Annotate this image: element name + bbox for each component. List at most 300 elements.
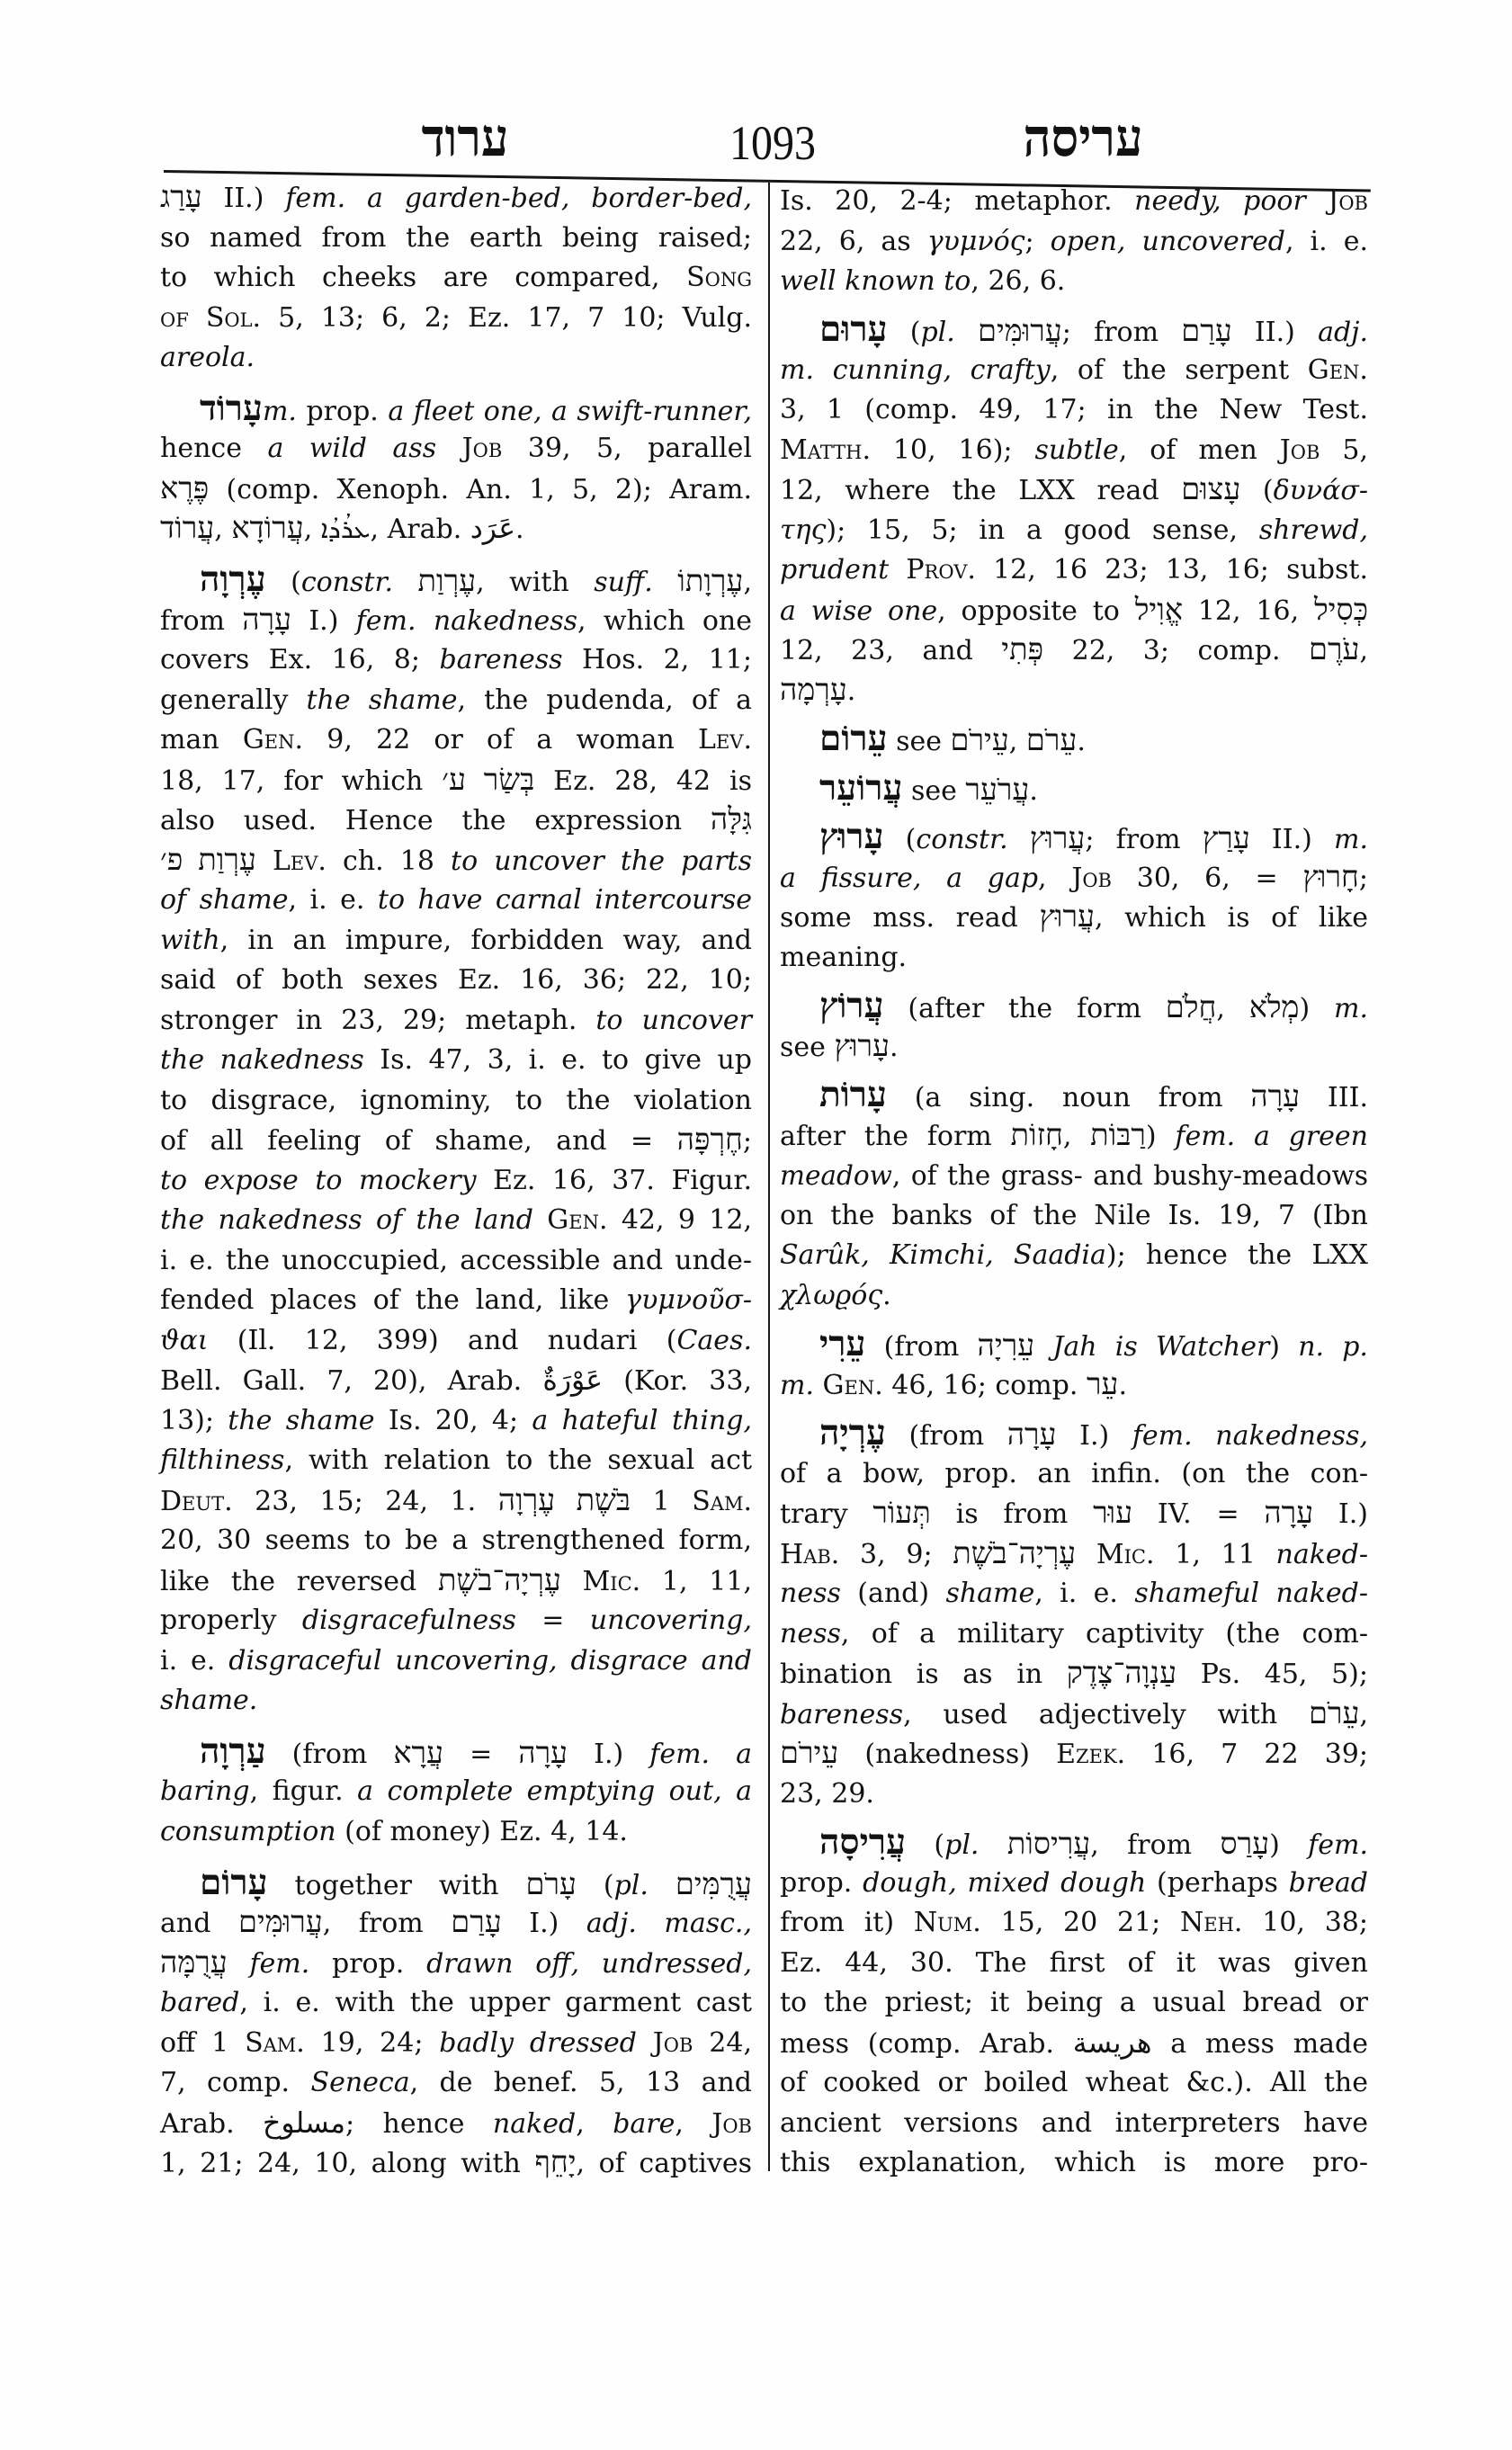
text-run: (Kor. 33,	[603, 1365, 752, 1397]
text-run	[955, 317, 978, 348]
text-line	[780, 1903, 1368, 1944]
entry-first-line	[160, 1864, 752, 1907]
text-line	[780, 1116, 1368, 1158]
italic-text-run: bared	[160, 1987, 240, 2018]
text-line	[780, 1365, 1368, 1407]
text-run: 23, 29.	[780, 1777, 874, 1810]
text-run: i. e. the unoccupied, accessible and unde-	[160, 1244, 752, 1276]
text-line	[160, 921, 752, 961]
book-abbreviation: Job	[461, 433, 503, 465]
hebrew-word: בֹּשֶׁת עֶרְוָה	[497, 1483, 631, 1517]
text-line	[780, 1236, 1368, 1276]
text-run: , which is of like	[1095, 902, 1368, 934]
text-run	[1034, 1331, 1052, 1363]
text-run: )	[1145, 1120, 1176, 1152]
book-abbreviation: Ezek.	[1056, 1739, 1126, 1771]
italic-text-run: with	[160, 924, 220, 956]
text-run: some mss. read	[780, 902, 1040, 934]
text-run: fended places of the land, like	[160, 1284, 626, 1316]
text-run: 13);	[160, 1404, 228, 1436]
hebrew-word: כְּסִיל	[1313, 593, 1368, 627]
hebrew-word: חָרוּץ	[1302, 860, 1359, 894]
text-line	[160, 1521, 752, 1561]
hebrew-word: עֶרְיָה־בֹשֶׁת	[437, 1563, 561, 1597]
text-run: hence	[160, 433, 268, 465]
text-run: of cooked or boiled wheat &c.). All the	[780, 2067, 1368, 2098]
italic-text-run: constr.	[300, 567, 394, 598]
text-run: 7, comp.	[160, 2067, 311, 2098]
italic-text-run: a hateful thing,	[532, 1404, 752, 1436]
italic-text-run: baring	[160, 1775, 250, 1808]
text-run: 5,	[1320, 434, 1368, 466]
book-abbreviation: Hab.	[780, 1538, 840, 1570]
italic-text-run: Seneca	[310, 2067, 410, 2098]
text-run: this explanation, which is more pro-	[780, 2147, 1368, 2178]
text-run: 12, 16 23; 13, 16; subst.	[975, 554, 1368, 586]
text-line	[780, 1983, 1368, 2024]
syriac-word: ܥܪܳܕܳܐ	[320, 514, 371, 545]
text-run: meaning.	[780, 941, 908, 973]
hebrew-word: עֲרוֹדָא	[231, 512, 304, 546]
text-line	[160, 1601, 752, 1641]
text-run: see	[780, 1031, 835, 1063]
italic-text-run: well known to	[780, 265, 971, 297]
entry-headword: עַרְוָה	[200, 1731, 266, 1771]
entry-first-line	[780, 310, 1368, 353]
text-run	[637, 2027, 653, 2059]
text-run: , i. e.	[1034, 1578, 1135, 1610]
italic-text-run: naked-	[1275, 1538, 1368, 1570]
book-abbreviation: Job	[652, 2026, 693, 2059]
hebrew-word: עֲרוּץ	[1039, 900, 1096, 934]
text-line	[780, 222, 1368, 263]
book-abbreviation: Job	[1279, 434, 1320, 466]
text-run: ; from	[1085, 824, 1203, 856]
text-run: , which one	[577, 604, 752, 637]
text-line	[160, 640, 752, 681]
text-run: Hos. 2, 11;	[562, 644, 752, 675]
hebrew-word: עֹרֶם	[1309, 633, 1360, 667]
right-guide-word: עריסה	[1023, 109, 1143, 168]
text-run: ;	[1024, 225, 1051, 257]
hebrew-word: עֲרִיסוֹת	[1007, 1828, 1091, 1861]
text-run: , used adjectively with	[903, 1698, 1309, 1730]
text-line	[780, 262, 1368, 302]
italic-text-run: open, uncovered	[1050, 225, 1285, 257]
text-line	[780, 898, 1368, 939]
text-run: see	[902, 774, 966, 807]
text-run: I.)	[501, 1908, 586, 1939]
hebrew-word: עֲרֻמִּים	[675, 1867, 752, 1901]
text-run: .	[514, 514, 524, 546]
book-abbreviation: Neh.	[1180, 1907, 1243, 1938]
text-run: 1, 11,	[640, 1565, 752, 1597]
text-run: to the priest; it being a usual bread or	[780, 1987, 1368, 2018]
entry-headword: עָרוֹד	[200, 389, 263, 428]
italic-text-run: m.	[262, 395, 297, 427]
text-run: , from	[322, 1908, 452, 1939]
text-run: 1, 11	[1154, 1538, 1276, 1570]
italic-text-run: fem.	[249, 1947, 310, 1980]
text-run: (after the form	[883, 993, 1166, 1025]
text-run: , with relation to the sexual act	[284, 1444, 752, 1476]
text-line	[160, 1081, 752, 1122]
greek-word: γυμνοῦσ-	[625, 1284, 752, 1316]
hebrew-word: עֲרוּץ	[1029, 822, 1086, 856]
book-abbreviation: Song	[686, 262, 752, 293]
text-run: , figur.	[249, 1775, 358, 1808]
text-run: prop.	[309, 1947, 427, 1980]
greek-word: ϑαι	[160, 1324, 209, 1356]
text-line	[160, 1361, 752, 1402]
text-run: 9, 22 or of a woman	[303, 724, 699, 756]
italic-text-run: n. p.	[1298, 1331, 1368, 1364]
book-abbreviation: Gen.	[1307, 353, 1368, 386]
entry-first-line	[160, 560, 752, 604]
text-line	[160, 601, 752, 642]
hebrew-word: עֲרוּמִּים	[237, 1906, 323, 1939]
italic-text-run: naked	[492, 2107, 577, 2140]
book-abbreviation: Sam.	[692, 1485, 752, 1517]
text-run: 12, where the LXX read	[780, 475, 1182, 507]
hebrew-word: רַבּוֹת	[1090, 1118, 1146, 1152]
book-abbreviation: Lev.	[272, 845, 327, 877]
text-line	[780, 630, 1368, 672]
text-run: , with	[476, 567, 595, 598]
entry-first-line	[160, 1732, 752, 1775]
text-run	[653, 567, 677, 598]
italic-text-run: a wise one	[780, 595, 938, 627]
italic-text-run: prudent	[780, 554, 890, 586]
italic-text-run: bare	[613, 2107, 675, 2140]
arabic-word: عَوْرَةٌ	[542, 1364, 604, 1397]
hebrew-word: עֲרוּמִּים	[978, 315, 1062, 349]
text-run: 20, 30 seems to be a strengthened form,	[160, 1525, 752, 1556]
hebrew-word: עָרַם	[1181, 315, 1232, 349]
italic-text-run: filthiness	[160, 1444, 285, 1476]
italic-text-run: a fissure, a gap	[780, 862, 1039, 894]
text-run	[533, 1204, 547, 1236]
text-run: ,	[576, 2107, 613, 2140]
text-line	[780, 431, 1368, 471]
book-abbreviation: Job	[1071, 862, 1112, 894]
book-abbreviation: Deut.	[160, 1485, 233, 1517]
text-run: Ez. 28, 42 is	[534, 765, 753, 797]
text-line	[160, 720, 752, 761]
entry-headword: עֵרִי	[819, 1325, 866, 1364]
text-line	[780, 1574, 1368, 1614]
book-abbreviation: Prov.	[906, 554, 976, 586]
hebrew-word: עָרָה	[1264, 1497, 1314, 1531]
text-run: (of money) Ez. 4, 14.	[336, 1815, 628, 1847]
text-run: , from	[1090, 1829, 1221, 1861]
italic-text-run: a complete emptying out, a	[357, 1775, 753, 1808]
text-run: on the banks of the Nile Is. 19, 7 (Ibn	[780, 1199, 1368, 1231]
text-line	[780, 1027, 1368, 1069]
italic-text-run: m.	[1334, 993, 1368, 1025]
entry-first-line	[780, 1325, 1368, 1368]
text-run: man	[160, 724, 243, 756]
text-line	[160, 469, 752, 511]
text-line	[780, 2063, 1368, 2104]
book-abbreviation: Mic.	[1096, 1538, 1155, 1570]
text-run: 30, 6, =	[1112, 862, 1303, 894]
text-run: Is. 20, 4;	[374, 1404, 532, 1436]
text-run: (	[576, 1869, 614, 1901]
text-run: ,	[743, 567, 752, 598]
hebrew-word: עֵרֹם	[1309, 1696, 1360, 1730]
text-line	[780, 470, 1368, 512]
text-run: ); hence the LXX	[1105, 1239, 1368, 1272]
text-run: to which cheeks are compared,	[160, 262, 687, 293]
italic-text-run: pl.	[944, 1829, 980, 1861]
text-run: ,	[1359, 1698, 1368, 1730]
text-run: (perhaps	[1146, 1866, 1289, 1899]
hebrew-word: עֶרְוַת פ׳	[160, 843, 256, 877]
text-run: .	[1029, 774, 1038, 807]
text-run: 15, 20 21;	[980, 1907, 1181, 1938]
greek-word: δυνάσ-	[1273, 475, 1368, 507]
italic-text-run: fem. nakedness,	[1132, 1420, 1369, 1453]
arabic-word: مسلوخ	[263, 2106, 346, 2140]
text-run: a mess made	[1151, 2027, 1368, 2060]
hebrew-word: מְלֹא	[1248, 991, 1300, 1025]
entry-first-line	[780, 720, 1368, 763]
text-run: i. e.	[160, 1644, 229, 1677]
hebrew-word: עָרוּץ	[834, 1029, 890, 1063]
hebrew-word: עָרָה	[518, 1736, 568, 1770]
italic-text-run: ness	[780, 1617, 841, 1650]
greek-word: χλωϱός	[780, 1279, 883, 1311]
italic-text-run: adj. masc.,	[586, 1908, 752, 1939]
text-line	[780, 938, 1368, 979]
entry-headword: עֵרוֹם	[819, 720, 888, 759]
italic-text-run: to uncover the parts	[451, 845, 752, 877]
text-run: of a bow, prop. an infin. (on the con-	[780, 1457, 1368, 1489]
entry-first-line	[160, 389, 752, 433]
hebrew-word: אֱוִיל	[1134, 593, 1183, 627]
text-run: , i. e.	[1285, 225, 1368, 257]
hebrew-word: עֲרוֹד	[160, 512, 215, 546]
text-line	[780, 1694, 1368, 1736]
entry-first-line	[780, 1076, 1368, 1119]
hebrew-word: עַנְוָה־צֶדֶק	[1066, 1657, 1177, 1691]
text-line	[160, 1401, 752, 1442]
text-line	[160, 1772, 752, 1812]
text-run: Ez. 44, 30. The first of it was given	[780, 1946, 1368, 1979]
hebrew-word: בְּשַׂר ע׳	[442, 763, 535, 797]
text-run	[814, 1370, 823, 1401]
text-run: 23, 15; 24, 1.	[232, 1485, 498, 1517]
italic-text-run: the shame	[306, 684, 458, 716]
italic-text-run: the shame	[228, 1404, 375, 1436]
text-run: (comp. Xenoph. An. 1, 5, 2); Aram.	[209, 473, 752, 505]
text-run: generally	[160, 684, 307, 716]
text-run: trary	[780, 1498, 873, 1531]
text-line	[160, 1812, 752, 1853]
italic-text-run: adj.	[1318, 317, 1369, 349]
hebrew-word: עֶרְוַת	[417, 565, 477, 598]
text-line	[160, 338, 752, 379]
text-run: 24,	[693, 2026, 752, 2059]
text-run: (and)	[840, 1578, 946, 1610]
hebrew-word: חָזוֹת	[1010, 1118, 1063, 1152]
text-run: , in an impure, forbidden way, and	[219, 924, 752, 956]
hebrew-word: עָרְמָה	[780, 673, 847, 707]
text-run: (	[883, 824, 917, 856]
hebrew-word: עָרָה	[242, 603, 292, 637]
text-line	[160, 2104, 752, 2145]
italic-text-run: shrewd,	[1258, 514, 1368, 546]
text-line	[160, 761, 752, 802]
text-run: like the reversed	[160, 1565, 438, 1597]
text-run: (Il. 12, 399) and nudari (	[208, 1324, 677, 1356]
text-run: (	[265, 567, 301, 598]
italic-text-run: m.	[780, 1369, 814, 1401]
text-run	[393, 567, 417, 598]
italic-text-run: to uncover	[595, 1004, 752, 1036]
text-line	[160, 1641, 752, 1682]
text-line	[160, 881, 752, 921]
text-run: so named from the earth being raised;	[160, 221, 752, 254]
text-run: (a sing. noun from	[887, 1082, 1251, 1114]
text-line	[160, 961, 752, 1001]
text-run: , of the grass- and bushy-meadows	[891, 1160, 1368, 1192]
text-run: and	[160, 1908, 238, 1939]
text-run: Is. 20, 2-4; metaphor.	[780, 185, 1135, 217]
text-run: I.)	[291, 604, 356, 637]
hebrew-word: עָרָה	[1007, 1418, 1057, 1453]
text-line	[160, 681, 752, 721]
italic-text-run: a fleet one, a swift-runner,	[388, 395, 752, 427]
italic-text-run: a wild ass	[267, 433, 437, 465]
text-run: , opposite to	[937, 595, 1135, 627]
text-line	[160, 2024, 752, 2064]
text-run: 3, 9;	[839, 1538, 953, 1570]
hebrew-word: תְּעוֹר	[872, 1497, 931, 1531]
text-run: ch. 18	[326, 845, 452, 877]
text-line	[160, 1903, 752, 1945]
italic-text-run: the nakedness	[160, 1044, 364, 1076]
text-run: ; hence	[345, 2107, 493, 2140]
entry-first-line	[780, 1823, 1368, 1866]
italic-text-run: ness	[780, 1578, 841, 1610]
text-line	[780, 1196, 1368, 1237]
text-line	[780, 1534, 1368, 1576]
text-run: stronger in 23, 29; metaph.	[160, 1004, 596, 1036]
text-line	[780, 2024, 1368, 2065]
text-run: II.)	[1231, 317, 1319, 349]
right-column	[780, 0, 1368, 2450]
italic-text-run: disgracefulness = uncovering,	[301, 1605, 752, 1636]
hebrew-word: עָרַץ	[1202, 822, 1250, 856]
text-run: 1, 21; 24, 10, along with	[160, 2148, 535, 2179]
hebrew-word: עָרַס	[1220, 1828, 1270, 1861]
book-abbreviation: Gen.	[547, 1204, 608, 1236]
text-run: from it)	[780, 1907, 914, 1938]
text-run: after the form	[780, 1120, 1011, 1152]
text-run	[1008, 824, 1030, 855]
text-run: )	[1299, 993, 1335, 1025]
italic-text-run: bread	[1288, 1866, 1368, 1899]
hebrew-word: חֲלֹם	[1165, 991, 1217, 1025]
text-run: , of men	[1118, 434, 1280, 466]
italic-text-run: consumption	[160, 1815, 336, 1847]
text-line	[160, 2143, 752, 2185]
text-run: of all feeling of shame, and =	[160, 1125, 677, 1157]
text-run: .	[882, 1279, 891, 1311]
text-run: )	[1269, 1331, 1299, 1364]
text-run: Ez. 16, 37. Figur.	[476, 1164, 753, 1196]
text-run: 12, 16,	[1182, 595, 1314, 627]
text-line	[160, 429, 752, 469]
hebrew-word: עֶרְיָה־בֹשֶׁת	[953, 1536, 1077, 1570]
text-run: see	[887, 726, 951, 758]
text-run: , i. e. with the upper garment cast	[239, 1987, 752, 2018]
book-abbreviation: Job	[1328, 185, 1368, 217]
arabic-word: هريسة	[1072, 2026, 1152, 2060]
text-run: 22, 3; comp.	[1043, 635, 1309, 667]
hebrew-word: עֲרָא	[393, 1736, 444, 1770]
text-run: (from	[885, 1420, 1007, 1453]
text-run: (nakedness)	[838, 1739, 1057, 1771]
text-line	[780, 351, 1368, 391]
hebrew-word: עֵרִיָה	[977, 1329, 1035, 1364]
italic-text-run: subtle	[1034, 434, 1119, 466]
text-run: , of a military captivity (the com-	[840, 1617, 1368, 1650]
text-run: ;	[742, 1125, 752, 1157]
italic-text-run: pl.	[613, 1869, 649, 1901]
italic-text-run: m.	[1334, 824, 1368, 856]
hebrew-word: פֶּרֶא	[160, 471, 210, 505]
text-line	[780, 1864, 1368, 1904]
hebrew-word: עָרַג	[160, 181, 202, 214]
text-run: , of the serpent	[1050, 353, 1308, 386]
hebrew-word: עֵירֹם	[780, 1737, 839, 1771]
text-line	[780, 1654, 1368, 1695]
text-line	[160, 1944, 752, 1985]
text-line	[160, 1441, 752, 1481]
text-run	[649, 1870, 675, 1901]
text-line	[160, 1481, 752, 1523]
hebrew-word: גִּלָּה	[710, 803, 752, 836]
italic-text-run: fem. a garden-bed, border-bed,	[285, 183, 753, 214]
text-line	[160, 1201, 752, 1241]
text-run: 10, 38;	[1242, 1907, 1368, 1938]
text-run: I.)	[1313, 1498, 1368, 1531]
text-run: ,	[675, 2107, 712, 2140]
text-run: Ps. 45, 5);	[1176, 1659, 1368, 1691]
text-run: 19, 24;	[304, 2026, 440, 2059]
text-run: (	[906, 1829, 945, 1861]
book-abbreviation: Job	[711, 2107, 752, 2140]
text-line	[160, 219, 752, 259]
text-run: (from	[265, 1738, 394, 1770]
entry-first-line	[780, 182, 1368, 222]
italic-text-run: disgraceful uncovering, disgrace and	[228, 1644, 752, 1677]
text-run	[979, 1829, 1007, 1861]
text-run: ,	[1216, 993, 1249, 1025]
hebrew-word: עֵירֹם	[950, 724, 1009, 758]
text-line	[160, 509, 752, 550]
text-line	[780, 390, 1368, 431]
text-line	[780, 1156, 1368, 1196]
text-line	[780, 1734, 1368, 1775]
entry-headword: עָרוּם	[819, 310, 888, 350]
italic-text-run: suff.	[594, 567, 653, 598]
book-abbreviation: Mic.	[582, 1565, 641, 1597]
hebrew-word: עוּר	[1093, 1497, 1133, 1531]
